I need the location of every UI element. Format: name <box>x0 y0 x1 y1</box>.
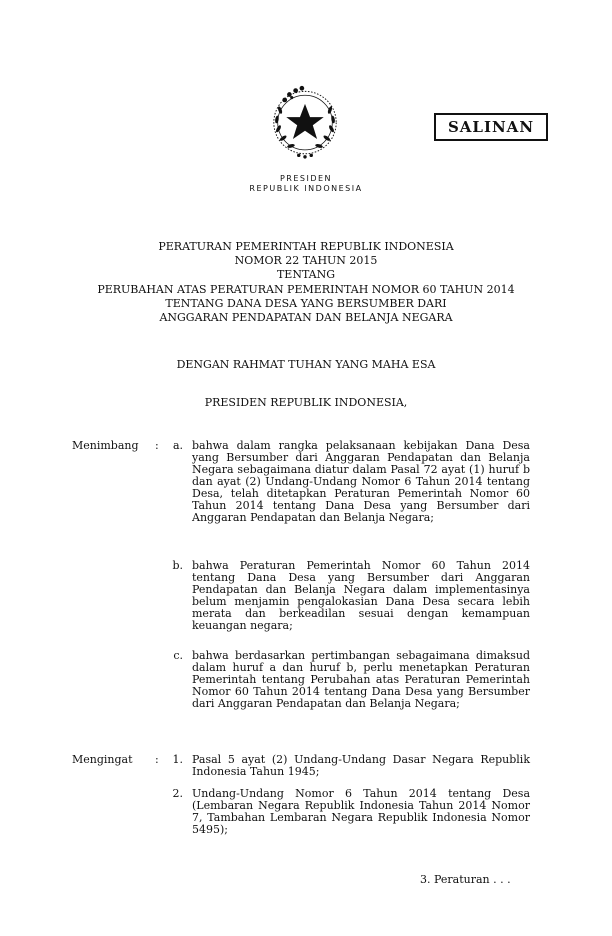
page-continuation: 3. Peraturan . . . <box>420 873 511 886</box>
issuer-line: PRESIDEN REPUBLIK INDONESIA, <box>204 396 408 409</box>
mengingat-item-2: Undang-Undang Nomor 6 Tahun 2014 tentang Desa (Lembaran Negara Republik Indonesia Tahun 2014 Nomor 7, Tambahan Lembaran Negara Republik Indonesia Nomor 5495); <box>192 787 530 836</box>
menimbang-label: Menimbang <box>72 439 139 452</box>
star-emblem-icon <box>266 82 344 160</box>
menimbang-item-c: bahwa berdasarkan pertimbangan sebagaimana dimaksud dalam huruf a dan huruf b, perlu menetapkan Peraturan Pemerintah tentang Perubahan atas Peraturan Pemerintah Nomor 60 Tahun 2014 tentang Dana Desa yang Bersumber dari Anggaran Pendapatan dan Belanja Negara; <box>192 649 530 710</box>
mengingat-colon: : <box>155 753 159 766</box>
mengingat-item-1: Pasal 5 ayat (2) Undang-Undang Dasar Negara Republik Indonesia Tahun 1945; <box>192 753 530 778</box>
salinan-stamp: SALINAN <box>434 113 548 141</box>
title-line: NOMOR 22 TAHUN 2015 <box>234 254 378 268</box>
menimbang-item-a: bahwa dalam rangka pelaksanaan kebijakan Dana Desa yang Bersumber dari Anggaran Pendapatan dan Belanja Negara sebagaimana diatur dalam Pasal 72 ayat (1) huruf b dan ayat (2) Undang-Undang Nomor 6 Tahun 2014 tentang Desa, telah ditetapkan Peraturan Pemerintah Nomor 60 Tahun 2014 tentang Dana Desa yang Bersumber dari Anggaran Pendapatan dan Belanja Negara; <box>192 439 530 524</box>
menimbang-item-b: bahwa Peraturan Pemerintah Nomor 60 Tahun 2014 tentang Dana Desa yang Bersumber dari Anggaran Pendapatan dan Belanja Negara dalam implementasinya belum menjamin pengalokasian Dana Desa secara lebih merata dan berkeadilan sesuai dengan kemampuan keuangan negara; <box>192 559 530 632</box>
title-line: TENTANG <box>276 268 336 282</box>
menimbang-colon: : <box>155 439 159 452</box>
title-line: PERUBAHAN ATAS PERATURAN PEMERINTAH NOMOR 60 TAHUN 2014 <box>97 282 515 296</box>
menimbang-marker-c: c. <box>173 649 183 662</box>
office-label-presiden: PRESIDEN <box>279 174 333 183</box>
title-line: PERATURAN PEMERINTAH REPUBLIK INDONESIA <box>158 240 454 253</box>
menimbang-marker-b: b. <box>172 559 183 572</box>
title-line: TENTANG DANA DESA YANG BERSUMBER DARI <box>165 296 447 310</box>
title-line: ANGGARAN PENDAPATAN DAN BELANJA NEGARA <box>159 311 453 325</box>
blessing-line: DENGAN RAHMAT TUHAN YANG MAHA ESA <box>176 358 436 371</box>
mengingat-marker-1: 1. <box>172 753 183 766</box>
office-label-republik: REPUBLIK INDONESIA <box>249 184 363 193</box>
presidential-emblem <box>266 82 344 160</box>
regulation-title <box>60 240 552 325</box>
menimbang-marker-a: a. <box>172 439 183 452</box>
mengingat-label: Mengingat <box>72 753 133 766</box>
mengingat-marker-2: 2. <box>172 787 183 800</box>
